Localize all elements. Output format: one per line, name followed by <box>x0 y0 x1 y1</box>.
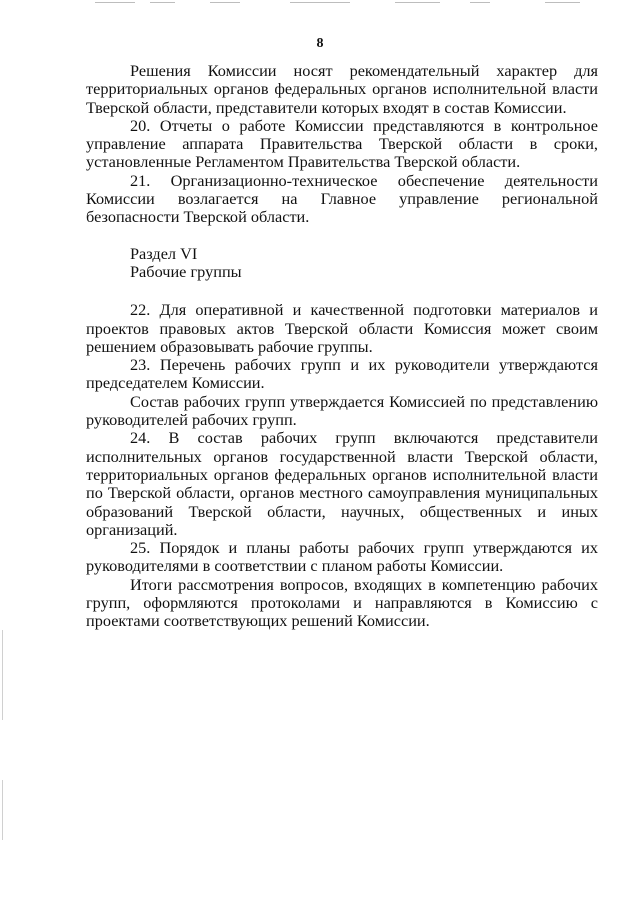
paragraph-20: 20. Отчеты о работе Комиссии представляются в контрольное управление аппарата Правительства Тверской области в сроки, установленные Регламентом Правительства Тверской области. <box>86 115 598 172</box>
paragraph-24: 24. В состав рабочих групп включаются представители исполнительных органов государственной власти Тверской области, территориальных органов федеральных органов исполнительной власти по Тверской области, органов местного самоуправления муниципальных образований Тверской области, научных, общественных и иных организаций. <box>86 428 598 539</box>
scan-left-edge-mark <box>2 780 3 840</box>
paragraph-23: 23. Перечень рабочих групп и их руководители утверждаются председателем Комиссии. <box>86 355 598 393</box>
section-number: Раздел VI <box>130 243 198 263</box>
paragraph-results: Итоги рассмотрения вопросов, входящих в компетенцию рабочих групп, оформляются протоколами и направляются в Комиссию с проектами соответствующих решений Комиссии. <box>86 574 598 631</box>
document-body <box>86 62 598 631</box>
section-heading-block <box>86 245 598 282</box>
paragraph-25: 25. Порядок и планы работы рабочих групп утверждаются их руководителями в соответствии с планом работы Комиссии. <box>86 538 598 576</box>
scan-left-edge-mark <box>2 630 3 720</box>
paragraph-commission-decisions: Решения Комиссии носят рекомендательный характер для территориальных органов федеральных органов исполнительной власти Тверской области, представители которых входят в состав Комиссии. <box>86 61 598 117</box>
paragraph-22: 22. Для оперативной и качественной подготовки материалов и проектов правовых актов Тверской области Комиссия может своим решением образовывать рабочие группы. <box>86 300 598 356</box>
section-title: Рабочие группы <box>130 261 242 281</box>
paragraph-21: 21. Организационно-техническое обеспечение деятельности Комиссии возлагается на Главное управление региональной безопасности Тверской области. <box>86 170 598 227</box>
scan-top-edge <box>0 0 640 6</box>
page-number: 8 <box>316 36 324 51</box>
paragraph-group-composition: Состав рабочих групп утверждается Комиссией по представлению руководителей рабочих групп. <box>86 391 598 430</box>
